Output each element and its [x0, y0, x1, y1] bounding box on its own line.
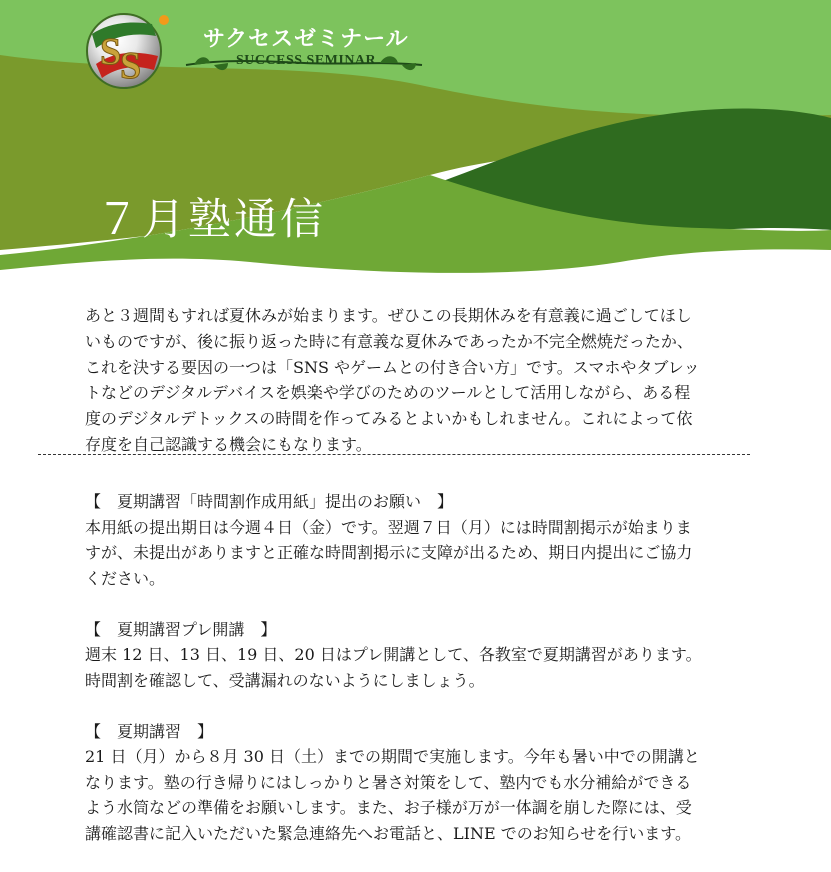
notice-sections: [85, 489, 755, 872]
brand-name-english-ribbon: [184, 49, 424, 77]
section-line: 時間割を確認して、受講漏れのないようにしましょう。: [85, 670, 485, 690]
svg-text:S: S: [100, 31, 122, 73]
section-heading: 【 夏期講習 】: [85, 721, 214, 741]
section-line: すが、未提出がありますと正確な時間割掲示に支障が出るため、期日内提出にご協力: [85, 543, 693, 562]
intro-line: これを決する要因の一つは「SNS やゲームとの付き合い方」です。スマホやタブレッ: [85, 357, 700, 377]
intro-line: トなどのデジタルデバイスを娯楽や学びのためのツールとして活用しながら、ある程: [85, 383, 691, 403]
section-pre-opening: [85, 617, 755, 694]
brand-name-english: SUCCESS SEMINAR: [236, 53, 377, 68]
intro-line: いものですが、後に振り返った時に有意義な夏休みであったか不完全燃焼だったか、: [85, 331, 693, 351]
intro-line: 度のデジタルデトックスの時間を作ってみるとよいかもしれません。これによって依: [85, 409, 693, 429]
intro-paragraph: [85, 303, 755, 458]
brand-name-japanese: サクセスゼミナール: [203, 26, 409, 52]
section-line: 本用紙の提出期日は今週４日（金）です。翌週７日（月）には時間割掲示が始まりま: [85, 517, 692, 537]
section-heading: 【 夏期講習プレ開講 】: [85, 619, 277, 639]
page-title: ７月塾通信: [96, 195, 326, 245]
dashed-divider: [38, 454, 750, 455]
section-line: 21 日（月）から８月 30 日（土）までの期間で実施します。今年も暑い中での開講と: [85, 747, 700, 766]
intro-line: 存度を自己認識する機会にもなります。: [85, 434, 372, 454]
section-line: ください。: [85, 568, 166, 588]
section-line: 週末 12 日、13 日、19 日、20 日はプレ開講として、各教室で夏期講習があります。: [85, 645, 702, 664]
intro-line: あと３週間もすれば夏休みが始まります。ぜひこの長期休みを有意義に過ごしてほし: [85, 306, 692, 325]
section-timetable-form: [85, 489, 755, 591]
brand-logo: [82, 6, 170, 94]
svg-text:S: S: [120, 45, 142, 87]
section-line: 講確認書に記入いただいた緊急連絡先へお電話と、LINE でのお知らせを行います。: [85, 823, 691, 843]
section-line: よう水筒などの準備をお願いします。また、お子様が万が一体調を崩した際には、受: [85, 798, 692, 817]
section-line: なります。塾の行き帰りにはしっかりと暑さ対策をして、塾内でも水分補給ができる: [85, 772, 692, 792]
section-heading: 【 夏期講習「時間割作成用紙」提出のお願い 】: [85, 492, 454, 511]
section-summer-course: [85, 719, 755, 847]
